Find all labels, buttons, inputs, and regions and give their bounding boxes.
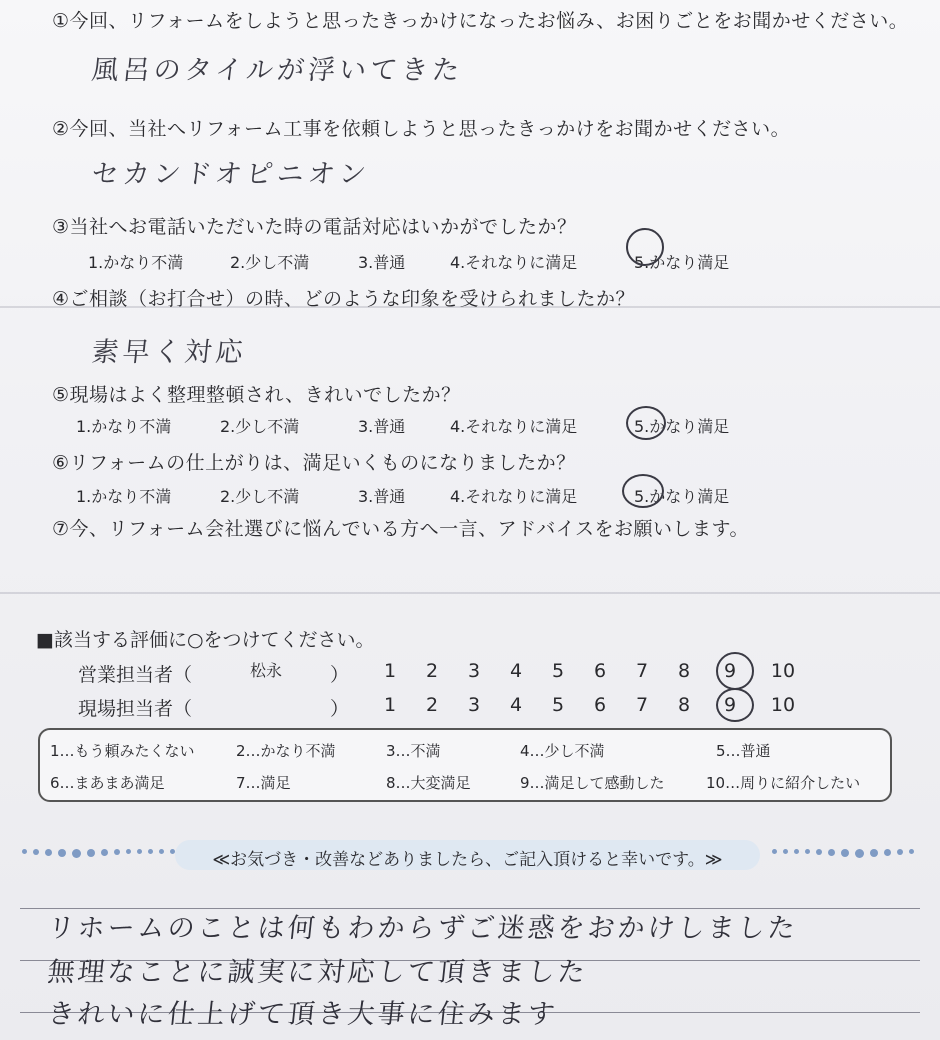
legend-item: 10…周りに紹介したい <box>706 774 861 792</box>
question-2: ②今回、当社へリフォーム工事を依頼しようと思ったきっかけをお聞かせください。 <box>52 118 791 140</box>
score-4[interactable]: 4 <box>509 660 523 682</box>
question-6: ⑥リフォームの仕上がりは、満足いくものになりましたか？ <box>52 452 576 474</box>
score-8[interactable]: 8 <box>677 694 691 716</box>
question-1: ①今回、リフォームをしようと思ったきっかけになったお悩み、お困りごとをお聞かせください。 <box>52 10 909 32</box>
legend-item: 7…満足 <box>236 774 291 792</box>
legend-item: 9…満足して感動した <box>520 774 665 792</box>
option-1[interactable]: 1.かなり不満 <box>76 417 172 436</box>
score-1[interactable]: 1 <box>383 660 397 682</box>
selection-circle <box>622 474 664 508</box>
selection-circle <box>626 406 666 440</box>
comment-line-1: リホームのことは何もわからずご迷惑をおかけしました <box>46 913 800 944</box>
legend-item: 4…少し不満 <box>520 742 605 760</box>
score-10[interactable]: 10 <box>770 694 796 716</box>
score-9[interactable]: 9 <box>723 660 737 682</box>
answer-1-handwritten: 風呂のタイルが浮いてきた <box>90 55 465 86</box>
comment-line-2: 無理なことに誠実に対応して頂きました <box>46 957 590 988</box>
rating-title: ■該当する評価に○をつけてください。 <box>36 629 375 651</box>
comment-banner <box>175 840 760 870</box>
option-3[interactable]: 3.普通 <box>358 487 406 506</box>
site-label: 現場担当者（ <box>78 698 193 720</box>
score-6[interactable]: 6 <box>593 660 607 682</box>
question-3: ③当社へお電話いただいた時の電話対応はいかがでしたか？ <box>52 216 577 238</box>
score-1[interactable]: 1 <box>383 694 397 716</box>
score-8[interactable]: 8 <box>677 660 691 682</box>
legend-item: 5…普通 <box>716 742 771 760</box>
answer-2-handwritten: セカンドオピニオン <box>90 159 372 190</box>
comment-line-3: きれいに仕上げて頂き大事に住みます <box>46 999 560 1030</box>
score-10[interactable]: 10 <box>770 660 796 682</box>
score-3[interactable]: 3 <box>467 694 481 716</box>
paper-fold <box>0 592 940 594</box>
close-paren: ） <box>330 664 350 686</box>
option-3[interactable]: 3.普通 <box>358 417 406 436</box>
option-4[interactable]: 4.それなりに満足 <box>450 417 578 436</box>
sales-name-handwritten: 松永 <box>250 661 283 680</box>
score-6[interactable]: 6 <box>593 694 607 716</box>
close-paren: ） <box>330 698 350 720</box>
selection-circle <box>626 228 664 266</box>
rating-legend <box>38 728 892 802</box>
legend-item: 1…もう頼みたくない <box>50 742 195 760</box>
legend-item: 6…まあまあ満足 <box>50 774 165 792</box>
option-2[interactable]: 2.少し不満 <box>220 417 300 436</box>
selection-circle <box>716 652 754 690</box>
score-2[interactable]: 2 <box>425 694 439 716</box>
score-7[interactable]: 7 <box>635 694 649 716</box>
option-4[interactable]: 4.それなりに満足 <box>450 253 578 272</box>
score-5[interactable]: 5 <box>551 694 565 716</box>
answer-4-handwritten: 素早く対応 <box>90 337 249 368</box>
banner-text: ≪お気づき・改善などありましたら、ご記入頂けると幸いです。≫ <box>212 850 723 870</box>
option-1[interactable]: 1.かなり不満 <box>88 253 184 272</box>
option-3[interactable]: 3.普通 <box>358 253 406 272</box>
selection-circle <box>716 688 754 722</box>
question-4: ④ご相談（お打合せ）の時、どのような印象を受けられましたか？ <box>52 288 636 310</box>
option-5[interactable]: 5.かなり満足 <box>634 417 730 436</box>
option-2[interactable]: 2.少し不満 <box>230 253 310 272</box>
score-5[interactable]: 5 <box>551 660 565 682</box>
score-4[interactable]: 4 <box>509 694 523 716</box>
legend-item: 2…かなり不満 <box>236 742 336 760</box>
option-4[interactable]: 4.それなりに満足 <box>450 487 578 506</box>
score-3[interactable]: 3 <box>467 660 481 682</box>
option-2[interactable]: 2.少し不満 <box>220 487 300 506</box>
legend-item: 8…大変満足 <box>386 774 471 792</box>
sales-label: 営業担当者（ <box>78 664 193 686</box>
decorative-dots-left <box>22 849 175 858</box>
question-7: ⑦今、リフォーム会社選びに悩んでいる方へ一言、アドバイスをお願いします。 <box>52 518 749 540</box>
option-5[interactable]: 5.かなり満足 <box>634 487 730 506</box>
score-7[interactable]: 7 <box>635 660 649 682</box>
option-5[interactable]: 5.かなり満足 <box>634 253 730 272</box>
option-1[interactable]: 1.かなり不満 <box>76 487 172 506</box>
score-9[interactable]: 9 <box>723 694 737 716</box>
question-5: ⑤現場はよく整理整頓され、きれいでしたか？ <box>52 384 461 406</box>
score-2[interactable]: 2 <box>425 660 439 682</box>
decorative-dots-right <box>772 849 914 858</box>
legend-item: 3…不満 <box>386 742 441 760</box>
